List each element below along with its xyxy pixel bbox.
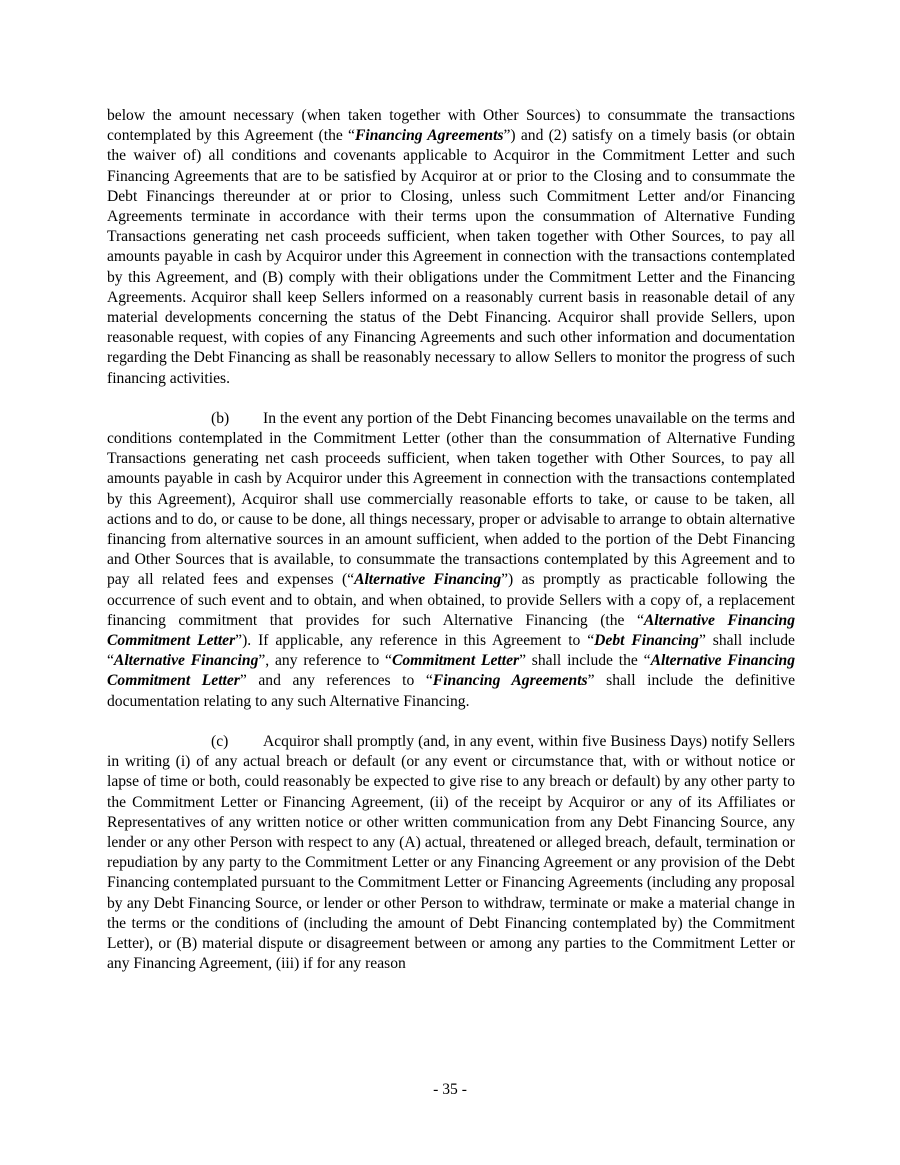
- paragraph-label: (b): [211, 409, 230, 427]
- paragraph-text: ”). If applicable, any reference in this Agreement to “: [235, 632, 595, 650]
- paragraph-a-continued: [107, 106, 795, 389]
- defined-term: Alternative Financing: [354, 571, 502, 589]
- defined-term: Alternative Financing Commitment Letter: [107, 652, 796, 690]
- paragraph-c: [107, 732, 795, 974]
- defined-term: Commitment Letter: [391, 652, 520, 670]
- defined-term: Financing Agreements: [432, 672, 588, 690]
- paragraph-text: ”) as promptly as practicable following the occurrence of such event and to obtain, and when obtained, to provide Sellers with a copy of, a replacement financing commitment that provides for such Alternative Financing (the “: [107, 571, 796, 629]
- page-number: - 35 -: [433, 1081, 467, 1098]
- paragraph-text: ” shall include the “: [519, 652, 651, 670]
- paragraph-text: ”, any reference to “: [258, 652, 392, 670]
- paragraph-text: ” shall include “: [107, 632, 795, 670]
- paragraph-text: ” and any references to “: [239, 672, 433, 690]
- defined-term: Alternative Financing Commitment Letter: [107, 611, 795, 650]
- defined-term: Debt Financing: [594, 632, 699, 650]
- paragraph-text: Acquiror shall promptly (and, in any event, within five Business Days) notify Sellers in writing (i) of any actual breach or default (or any event or circumstance that, with or without notice or lapse of time or both, could reasonably be expected to give rise to any breach or default) by any other party to the Commitment Letter or Financing Agreement, (ii) of the receipt by Acquiror or any of its Affiliates or Representatives of any written notice or other written communication from any Debt Financing Source, any lender or any other Person with respect to any (A) actual, threatened or alleged breach, default, termination or repudiation by any party to the Commitment Letter or any Financing Agreement or any provision of the Debt Financing contemplated pursuant to the Commitment Letter or Financing Agreements (including any proposal by any Debt Financing Source, or lender or other Person to withdraw, terminate or make a material change in the terms or the conditions of (including the amount of Debt Financing contemplated by) the Commitment Letter), or (B) material dispute or disagreement between or among any parties to the Commitment Letter or any Financing Agreement, (iii) if for any reason: [107, 732, 795, 973]
- paragraph-text: ”) and (2) satisfy on a timely basis (or obtain the waiver of) all conditions and covenants applicable to Acquiror in the Commitment Letter and such Financing Agreements that are to be satisfied by Acquiror at or prior to the Closing and to consummate the Debt Financings thereunder at or prior to Closing, unless such Commitment Letter and/or Financing Agreements terminate in accordance with their terms upon the consummation of Alternative Funding Transactions generating net cash proceeds sufficient, when taken together with Other Sources, to pay all amounts payable in cash by Acquiror under this Agreement in connection with the transactions contemplated by this Agreement, and (B) comply with their obligations under the Commitment Letter and the Financing Agreements. Acquiror shall keep Sellers informed on a reasonably current basis in reasonable detail of any material developments concerning the status of the Debt Financing. Acquiror shall provide Sellers, upon reasonable request, with copies of any Financing Agreements and such other information and documentation regarding the Debt Financing as shall be reasonably necessary to allow Sellers to monitor the progress of such financing activities.: [107, 127, 795, 387]
- paragraph-label: (c): [211, 732, 229, 750]
- paragraph-text: In the event any portion of the Debt Financing becomes unavailable on the terms and conditions contemplated in the Commitment Letter (other than the consummation of Alternative Funding Transactions generating net cash proceeds sufficient, when taken together with Other Sources, to pay all amounts payable in cash by Acquiror under this Agreement in connection with the transactions contemplated by this Agreement), Acquiror shall use commercially reasonable efforts to take, or cause to be taken, all actions and to do, or cause to be done, all things necessary, proper or advisable to arrange to obtain alternative financing from alternative sources in an amount sufficient, when added to the portion of the Debt Financing and Other Sources that is available, to consummate the transactions contemplated by this Agreement and to pay all related fees and expenses (“: [107, 409, 795, 589]
- page-body: [107, 106, 795, 974]
- paragraph-text: below the amount necessary (when taken together with Other Sources) to consummate the transactions contemplated by this Agreement (the “: [107, 107, 795, 145]
- defined-term: Alternative Financing: [113, 652, 259, 670]
- paragraph-b: [107, 409, 795, 712]
- paragraph-text: ” shall include the definitive documentation relating to any such Alternative Financing.: [107, 672, 796, 710]
- defined-term: Financing Agreements: [354, 127, 504, 145]
